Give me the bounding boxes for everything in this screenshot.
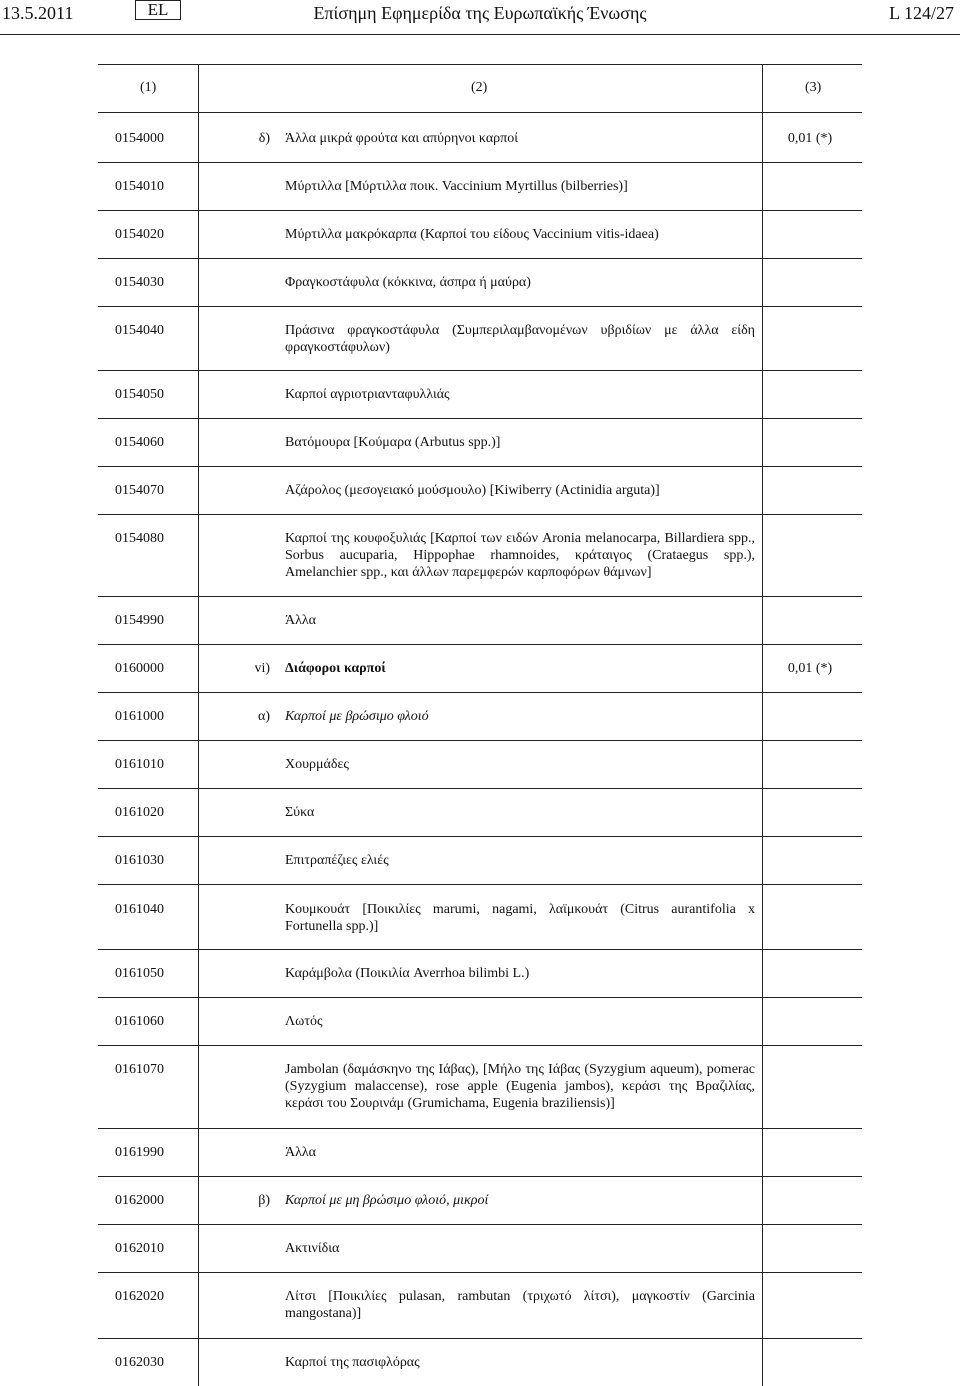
row-separator <box>98 258 862 259</box>
row-code: 0162010 <box>115 1241 164 1256</box>
row-separator <box>98 644 862 645</box>
row-marker: β) <box>258 1193 270 1208</box>
row-marker: α) <box>258 709 270 724</box>
row-separator <box>98 370 862 371</box>
row-description: Jambolan (δαμάσκηνο της Ιάβας), [Μήλο της Ιάβας (Syzygium aqueum), pomerac (Syzygium malaccense), rose apple (Eugenia jambos), κεράσι της Βραζιλίας, κεράσι του Σουρινάμ (Grumichama, Eugenia braziliensis)] <box>285 1062 755 1111</box>
page-reference: L 124/27 <box>889 3 954 23</box>
row-separator <box>98 949 862 950</box>
row-separator <box>98 740 862 741</box>
row-code: 0161070 <box>115 1062 164 1077</box>
row-separator <box>98 210 862 211</box>
row-separator <box>98 997 862 998</box>
language-code-box: EL <box>135 0 181 20</box>
row-mrl-value: 0,01 (*) <box>787 131 833 146</box>
row-code: 0161030 <box>115 853 164 868</box>
row-separator <box>98 1045 862 1046</box>
row-description: Μύρτιλλα [Μύρτιλλα ποικ. Vaccinium Myrtillus (bilberries)] <box>285 179 628 194</box>
row-description: Ακτινίδια <box>285 1241 340 1256</box>
row-code: 0154080 <box>115 531 164 546</box>
row-separator <box>98 1176 862 1177</box>
row-code: 0154010 <box>115 179 164 194</box>
row-separator <box>98 788 862 789</box>
row-separator <box>98 836 862 837</box>
row-separator <box>98 514 862 515</box>
row-description: Λωτός <box>285 1014 323 1029</box>
row-code: 0162020 <box>115 1289 164 1304</box>
row-description: Φραγκοστάφυλα (κόκκινα, άσπρα ή μαύρα) <box>285 275 531 290</box>
row-marker: vi) <box>254 661 270 676</box>
row-separator <box>98 1128 862 1129</box>
row-separator <box>98 596 862 597</box>
row-description: Καρποί με βρώσιμο φλοιό <box>285 709 429 724</box>
row-description: Χουρμάδες <box>285 757 349 772</box>
row-code: 0161010 <box>115 757 164 772</box>
publication-date: 13.5.2011 <box>2 3 74 23</box>
row-code: 0154050 <box>115 387 164 402</box>
row-separator <box>98 1272 862 1273</box>
row-code: 0154990 <box>115 613 164 628</box>
row-mrl-value: 0,01 (*) <box>787 661 833 676</box>
row-code: 0154070 <box>115 483 164 498</box>
row-code: 0161000 <box>115 709 164 724</box>
row-description: Καρποί αγριοτριανταφυλλιάς <box>285 387 450 402</box>
row-code: 0162000 <box>115 1193 164 1208</box>
row-description: Μύρτιλλα μακρόκαρπα (Καρποί του είδους Vaccinium vitis-idaea) <box>285 227 659 242</box>
journal-header <box>0 0 960 35</box>
row-separator <box>98 1224 862 1225</box>
table-top-border <box>98 64 862 65</box>
column-divider-left <box>198 64 199 1386</box>
row-description: Καράμβολα (Ποικιλία Averrhoa bilimbi L.) <box>285 966 530 981</box>
row-separator <box>98 466 862 467</box>
row-code: 0161990 <box>115 1145 164 1160</box>
row-description: Καρποί της πασιφλόρας <box>285 1355 420 1370</box>
row-separator <box>98 1338 862 1339</box>
row-code: 0161060 <box>115 1014 164 1029</box>
row-code: 0160000 <box>115 661 164 676</box>
row-description: Διάφοροι καρποί <box>285 661 386 676</box>
header-separator <box>98 112 862 113</box>
row-separator <box>98 418 862 419</box>
row-code: 0154030 <box>115 275 164 290</box>
row-description: Άλλα μικρά φρούτα και απύρηνοι καρποί <box>285 131 518 146</box>
row-separator <box>98 306 862 307</box>
row-description: Επιτραπέζιες ελιές <box>285 853 389 868</box>
row-code: 0161020 <box>115 805 164 820</box>
row-description: Άλλα <box>285 613 317 628</box>
row-separator <box>98 162 862 163</box>
row-code: 0154020 <box>115 227 164 242</box>
column-divider-right <box>762 64 763 1386</box>
journal-title: Επίσημη Εφημερίδα της Ευρωπαϊκής Ένωσης <box>313 3 647 23</box>
row-description: Αζάρολος (μεσογειακό μούσμουλο) [Kiwiberry (Actinidia arguta)] <box>285 483 660 498</box>
row-code: 0154060 <box>115 435 164 450</box>
row-description: Καρποί με μη βρώσιμο φλοιό, μικροί <box>285 1193 489 1208</box>
row-description: Πράσινα φραγκοστάφυλα (Συμπεριλαμβανομένων υβριδίων με άλλα είδη φραγκοστάφυλων) <box>285 323 755 355</box>
row-code: 0161040 <box>115 902 164 917</box>
row-code: 0161050 <box>115 966 164 981</box>
row-separator <box>98 692 862 693</box>
column-header-mrl: (3) <box>805 80 822 95</box>
row-description: Βατόμουρα [Κούμαρα (Arbutus spp.)] <box>285 435 501 450</box>
row-description: Σύκα <box>285 805 315 820</box>
row-separator <box>98 884 862 885</box>
row-marker: δ) <box>258 131 270 146</box>
row-description: Λίτσι [Ποικιλίες pulasan, rambutan (τριχωτό λίτσι), μαγκοστίν (Garcinia mangostana)] <box>285 1289 755 1321</box>
column-header-code: (1) <box>140 80 157 95</box>
row-code: 0154000 <box>115 131 164 146</box>
row-code: 0162030 <box>115 1355 164 1370</box>
column-header-description: (2) <box>471 80 488 95</box>
row-description: Άλλα <box>285 1145 317 1160</box>
row-description: Κουμκουάτ [Ποικιλίες marumi, nagami, λαϊμκουάτ (Citrus aurantifolia x Fortunella spp.)] <box>285 902 755 934</box>
row-description: Καρποί της κουφοξυλιάς [Καρποί των ειδών Aronia melanocarpa, Billardiera spp., Sorbus aucuparia, Hippophae rhamnoides, κράταιγος (Crataegus spp.), Amelanchier spp., και άλλων παρεμφερών καρποφόρων θάμνων] <box>285 531 755 580</box>
row-code: 0154040 <box>115 323 164 338</box>
